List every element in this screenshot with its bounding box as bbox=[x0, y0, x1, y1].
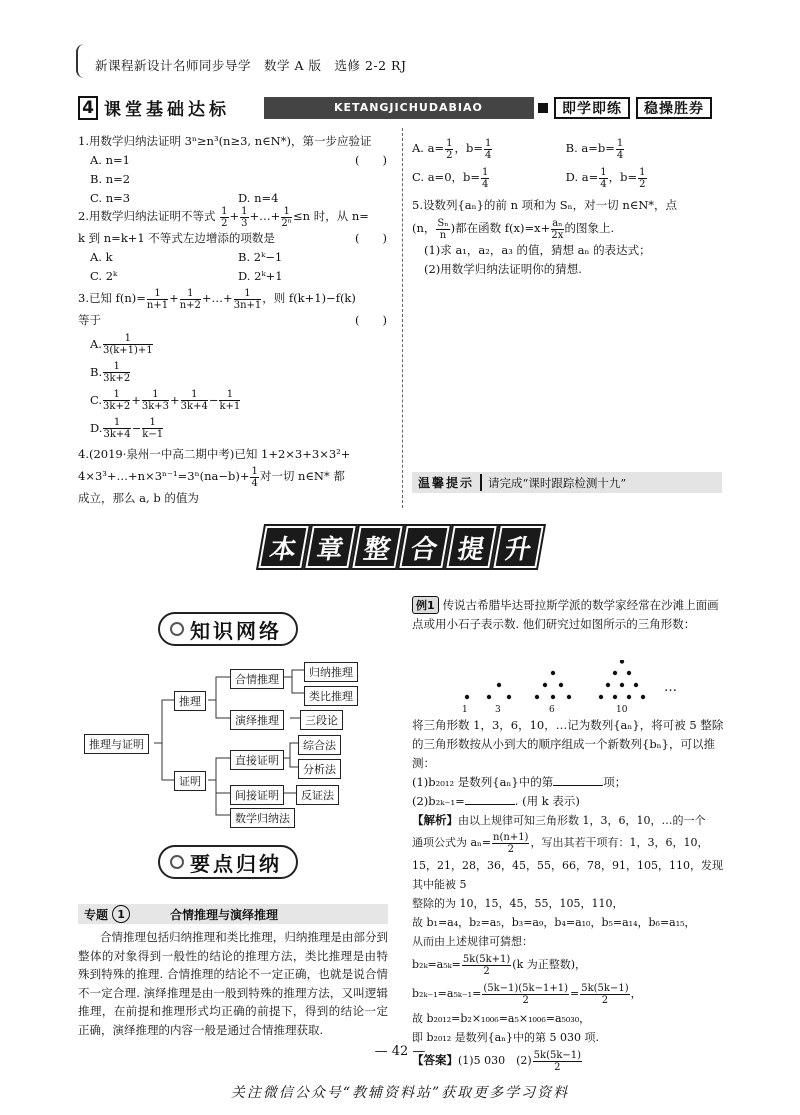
q4-text-c: 对一切 n∈N* 都 bbox=[259, 469, 345, 483]
q3-option-b-label: B. bbox=[90, 364, 103, 379]
q3-option-d-frac-1: $\frac{1}{3k+4}$ bbox=[103, 417, 131, 440]
q4-option-d: D. a= $\frac{1}{4}$ ，b= $\frac{1}{2}$ bbox=[565, 166, 646, 190]
section-pinyin: KETANGJICHUDABIAO bbox=[264, 97, 534, 119]
question-3 bbox=[78, 286, 393, 442]
answer-label: 【答案】 bbox=[412, 1053, 458, 1067]
q3-option-c-frac-3: $\frac{1}{3k+4}$ bbox=[180, 389, 208, 412]
q3-option-b: $\frac{1}{3k+2}$ bbox=[103, 361, 131, 384]
q5-frac-sn: $\frac{\text{Sₙ}}{n}$ bbox=[437, 217, 449, 241]
topic-label: 专题 bbox=[84, 907, 109, 922]
q3-plus: + bbox=[169, 291, 179, 305]
solution-line-7: b₂ₖ=a₅ₖ= $\frac{5k(5k+1)}{2}$ (k 为正整数)， bbox=[412, 953, 587, 977]
flower-icon bbox=[170, 855, 184, 869]
node-zhengming: 证明 bbox=[174, 771, 206, 791]
q5-function: )都在函数 f(x)=x+ bbox=[450, 221, 551, 235]
dot-label-1: 1 bbox=[462, 705, 468, 715]
node-leibi-tuili: 类比推理 bbox=[304, 686, 358, 706]
q3-option-c-frac-4: $\frac{1}{k+1}$ bbox=[219, 389, 241, 412]
footer-note: 关注微信公众号“教辅资料站”获取更多学习资料 bbox=[230, 1085, 570, 1101]
example-line-1: 将三角形数 1，3，6，10，…记为数列{aₙ}，将可被 5 整除的三角形数按从小到大的顺序组成一个新数列{bₙ}，可以推测： bbox=[412, 718, 724, 770]
q5-text-b-end: 的图象上. bbox=[564, 221, 615, 235]
q3-text-b: ，则 f(k+1)−f(k) bbox=[262, 291, 356, 305]
q3-option-a: $\frac{1}{3(k+1)+1}$ bbox=[102, 333, 153, 356]
banner-char: 整 bbox=[352, 526, 402, 568]
question-4-options bbox=[412, 134, 727, 192]
topic-number: 1 bbox=[112, 905, 130, 923]
q3-option-a-label: A. bbox=[90, 336, 102, 351]
solution-line-9: 故 b₂₀₁₂=b₂×₁₀₀₆=a₅×₁₀₀₆=a₅₀₃₀， bbox=[412, 1012, 591, 1025]
section-title: 课堂基础达标 bbox=[104, 100, 230, 120]
node-fenxifa: 分析法 bbox=[298, 759, 341, 779]
topic-title: 合情推理与演绎推理 bbox=[170, 907, 279, 922]
q4-text-a: 4.(2019·泉州一中高二期中考)已知 1+2×3+3×3²+ bbox=[78, 447, 351, 461]
solution-label: 【解析】 bbox=[412, 813, 458, 827]
q1-option-c: C. n=3 bbox=[90, 191, 131, 205]
q2-mid: +…+ bbox=[249, 209, 281, 223]
answer-blank-2 bbox=[465, 793, 515, 805]
q4-frac: $\frac{1}{4}$ bbox=[251, 465, 258, 489]
node-yanyi-tuili: 演绎推理 bbox=[230, 710, 284, 730]
node-tuili: 推理 bbox=[174, 691, 206, 711]
section-tag-2: 稳操胜券 bbox=[636, 97, 712, 119]
reminder-bar bbox=[412, 472, 722, 493]
q3-mid: +…+ bbox=[201, 291, 233, 305]
example-body bbox=[412, 716, 724, 1075]
q3-option-d-minus: − bbox=[131, 420, 142, 435]
solution-block bbox=[412, 811, 724, 1075]
q2-text-b: ≤n 时，从 n= bbox=[293, 209, 369, 223]
dot-label-10: 10 bbox=[616, 705, 628, 715]
column-divider bbox=[402, 128, 403, 508]
q2-plus: + bbox=[229, 209, 240, 223]
q5-part-2: (2)用数学归纳法证明你的猜想. bbox=[424, 262, 582, 276]
q2-frac-3: $\frac{1}{\text{2ⁿ}}$ bbox=[281, 205, 293, 229]
chapter-banner bbox=[262, 526, 540, 568]
question-2 bbox=[78, 204, 393, 286]
question-4 bbox=[78, 445, 393, 508]
knowledge-title-text: 知识网络 bbox=[190, 618, 282, 643]
dot-ellipsis: … bbox=[664, 680, 677, 695]
banner-char: 合 bbox=[399, 526, 449, 568]
node-zonghefa: 综合法 bbox=[298, 735, 341, 755]
q5-text-a: 5.设数列{aₙ}的前 n 项和为 Sₙ，对一切 n∈N*，点 bbox=[412, 198, 678, 212]
q2-frac-2: $\frac{1}{3}$ bbox=[241, 205, 248, 229]
q3-option-c-frac-2: $\frac{1}{3k+3}$ bbox=[141, 389, 170, 412]
knowledge-network-title bbox=[158, 612, 298, 646]
key-points-title-text: 要点归纳 bbox=[190, 851, 282, 876]
dot-label-3: 3 bbox=[495, 705, 501, 715]
q3-option-c-plus-2: + bbox=[170, 392, 180, 407]
q3-option-c-plus-1: + bbox=[131, 392, 141, 407]
q3-option-c-minus: − bbox=[208, 392, 219, 407]
q4-option-b: B. a=b= $\frac{1}{4}$ bbox=[565, 137, 624, 161]
question-1 bbox=[78, 132, 393, 208]
q3-option-c-label: C. bbox=[90, 392, 103, 407]
section-tag-1: 即学即练 bbox=[554, 97, 630, 119]
node-zhijie-zhengming: 直接证明 bbox=[230, 750, 284, 770]
q3-option-c-frac-1: $\frac{1}{3k+2}$ bbox=[103, 389, 131, 412]
topic-paragraph: 合情推理包括归纳推理和类比推理，归纳推理是由部分到整体的对象得到一般性的结论的推理方法，类比推理是由特殊到特殊的推理. 合情推理的结论不一定正确，也就是说合情不一定合理. 演绎推理是由一般到特殊的推理方法，又叫逻辑推理，在前提和推理形式均正确的前提下，得到的结论一定正确，演绎推理的内容一般是通过合情推理获取. bbox=[78, 930, 388, 1037]
banner-char: 提 bbox=[446, 526, 496, 568]
q2-text-c: k 到 n=k+1 不等式左边增添的项数是 bbox=[78, 230, 275, 245]
banner-char: 升 bbox=[493, 526, 543, 568]
reminder-text: 请完成“课时跟踪检测十九” bbox=[488, 475, 627, 490]
solution-line-6: 从而由上述规律可猜想： bbox=[412, 935, 533, 948]
solution-line-8: b₂ₖ₋₁=a₅ₖ₋₁= $\frac{(5k-1)(5k-1+1)}{2}$ = $\frac{5k(5k-1)}{2}$ ， bbox=[412, 982, 642, 1006]
q2-option-a: A. k bbox=[90, 249, 113, 264]
example-ask-1: (1)b₂₀₁₂ 是数列{aₙ}中的第 项； bbox=[412, 775, 627, 789]
banner-char: 本 bbox=[258, 526, 308, 568]
q2-option-b: B. 2ᵏ−1 bbox=[238, 249, 283, 264]
q2-paren: ( ) bbox=[355, 230, 387, 245]
q1-text: 1.用数学归纳法证明 3ⁿ≥n³(n≥3, n∈N*)，第一步应验证 bbox=[78, 134, 372, 148]
q5-frac-an: $\frac{\text{aₙ}}{2x}$ bbox=[551, 217, 564, 241]
topic-bar bbox=[78, 904, 388, 924]
header-curl-decoration bbox=[76, 44, 86, 78]
solution-line-4: 整除的为 10，15，45，55，105，110， bbox=[412, 897, 624, 910]
q2-option-c: C. 2ᵏ bbox=[90, 268, 118, 283]
node-guina-tuili: 归纳推理 bbox=[304, 662, 358, 682]
q3-text-c: 等于 bbox=[78, 312, 101, 327]
banner-char: 章 bbox=[305, 526, 355, 568]
q2-frac-1: $\frac{1}{2}$ bbox=[221, 205, 228, 229]
q1-paren: ( ) bbox=[355, 153, 387, 167]
answer-blank-1 bbox=[553, 774, 603, 786]
q4-option-c: C. a=0，b= $\frac{1}{4}$ bbox=[412, 166, 489, 190]
node-sanduanlun: 三段论 bbox=[300, 710, 343, 730]
key-points-title bbox=[158, 845, 298, 879]
triangle-dots-figure bbox=[455, 660, 695, 715]
flower-icon bbox=[170, 622, 184, 636]
q5-part-1: (1)求 a₁，a₂，a₃ 的值，猜想 aₙ 的表达式； bbox=[424, 243, 651, 257]
q3-frac-1: $\frac{1}{n+1}$ bbox=[146, 287, 169, 311]
q2-text-a: 2.用数学归纳法证明不等式 bbox=[78, 209, 216, 223]
q4-option-a: A. a= $\frac{1}{2}$ ，b= $\frac{1}{4}$ bbox=[412, 137, 492, 161]
page-number: — 42 — bbox=[374, 1044, 426, 1059]
q3-frac-2: $\frac{1}{n+2}$ bbox=[179, 287, 201, 311]
q3-text-a: 3.已知 f(n)= bbox=[78, 291, 146, 305]
example-ask-2: (2)b₂ₖ₋₁= . (用 k 表示) bbox=[412, 794, 580, 808]
node-shuxue-guinafa: 数学归纳法 bbox=[230, 808, 295, 828]
dot-label-6: 6 bbox=[549, 705, 555, 715]
node-jianjie-zhengming: 间接证明 bbox=[230, 785, 284, 805]
solution-line-2: 通项公式为 aₙ= $\frac{n(n+1)}{2}$ ，写出其若干项有：1，3，6，10， bbox=[412, 831, 709, 855]
solution-line-10: 即 b₂₀₁₂ 是数列{aₙ}中的第 5 030 项. bbox=[412, 1031, 599, 1044]
example-intro bbox=[412, 596, 724, 634]
q1-option-b: B. n=2 bbox=[90, 172, 131, 186]
node-fanzhengfa: 反证法 bbox=[296, 785, 339, 805]
example-intro-text: 传说古希腊毕达哥拉斯学派的数学家经常在沙滩上面画点或用小石子表示数. 他们研究过如图所示的三角形数： bbox=[412, 598, 719, 631]
q1-option-d: D. n=4 bbox=[238, 191, 279, 205]
q4-text-b: 4×3³+…+n×3ⁿ⁻¹=3ⁿ(na−b)+ bbox=[78, 469, 250, 483]
q1-option-a: A. n=1 bbox=[90, 153, 130, 167]
q4-text-d: 成立，那么 a, b 的值为 bbox=[78, 490, 199, 505]
q5-point-open: (n， bbox=[412, 221, 436, 235]
solution-line-3: 15，21，28，36，45，55，66，78，91，105，110，发现其中能被 5 bbox=[412, 859, 723, 891]
solution-line-1: 由以上规律可知三角形数 1，3，6，10，…的一个 bbox=[458, 814, 706, 827]
node-tuili-zhengming: 推理与证明 bbox=[84, 734, 149, 754]
q3-paren: ( ) bbox=[355, 312, 387, 327]
solution-line-5: 故 b₁=a₄，b₂=a₅，b₃=a₉，b₄=a₁₀，b₅=a₁₄，b₆=a₁₅， bbox=[412, 916, 696, 929]
node-heqing-tuili: 合情推理 bbox=[230, 669, 284, 689]
q2-option-d: D. 2ᵏ+1 bbox=[238, 268, 283, 283]
answer-line: 【答案】(1)5 030 (2) $\frac{5k(5k-1)}{2}$ bbox=[412, 1049, 582, 1073]
question-5 bbox=[412, 196, 727, 279]
square-icon bbox=[538, 103, 548, 113]
reminder-label: 温馨提示 bbox=[412, 474, 482, 491]
q3-option-d-label: D. bbox=[90, 420, 103, 435]
running-header: 新课程新设计名师同步导学 数学 A 版 选修 2-2 RJ bbox=[95, 58, 407, 73]
section-bar bbox=[78, 95, 720, 120]
example-tag: 例1 bbox=[412, 596, 439, 614]
section-number: 4 bbox=[78, 96, 98, 120]
q3-frac-3: $\frac{1}{3n+1}$ bbox=[233, 287, 262, 311]
q3-option-d-frac-2: $\frac{1}{k-1}$ bbox=[142, 417, 164, 440]
